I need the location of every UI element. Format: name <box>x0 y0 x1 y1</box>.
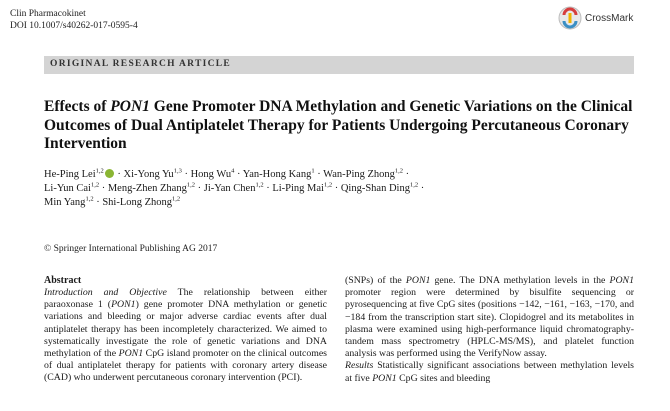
section-label: ORIGINAL RESEARCH ARTICLE <box>50 59 232 69</box>
author-name[interactable]: Meng-Zhen Zhang$^{1,2}$ <box>107 181 195 194</box>
author-separator: · <box>332 183 341 194</box>
author-affiliation: 1,2 <box>255 181 264 189</box>
author-separator: · <box>263 183 273 194</box>
author-name[interactable]: Qing-Shan Ding$^{1,2}$ <box>340 181 419 194</box>
abstract-intro-paragraph: Introduction and Objective The relationship between either paraoxonase 1 (PON1) gene promoter DNA methylation or genetic variations and bleeding or major adverse cardiac events after dual antiplatelet therapy has been incompletely characterized. We aimed to systematically investigate the role of genetic variations and DNA methylation of the PON1 CpG island promoter on the clinical outcomes of dual antiplatelet therapy for patients with coronary artery disease (CAD) who underwent percutaneous coronary intervention (PCI). <box>44 287 327 384</box>
author-separator: · <box>114 169 124 180</box>
copyright-notice: © Springer International Publishing AG 2017 <box>44 244 218 254</box>
abstract-methods-paragraph: (SNPs) of the PON1 gene. The DNA methylation levels in the PON1 promoter region were determined by bisulfite sequencing or pyrosequencing at five CpG sites (positions −142, −161, −163, −170, and −184 from the transcription start site). Clopidogrel and its metabolites in plasma were examined using high-performance liquid chromatography-tandem mass spectrometry (HPLC-MS/MS), and platelet function analysis was performed using the VerifyNow assay. <box>345 275 634 360</box>
author-name[interactable]: Hong Wu$^4$ <box>190 167 235 180</box>
journal-name: Clin Pharmacokinet <box>10 9 86 19</box>
abstract-results-paragraph: Results Statistically significant associations between methylation levels at five PON1 CpG sites and bleeding <box>345 360 634 384</box>
title-gene-name: PON1 <box>110 98 150 115</box>
crossmark-label: CrossMark <box>585 12 634 24</box>
abstract-left-column <box>44 275 327 385</box>
crossmark-icon <box>558 6 582 30</box>
author-affiliation: 1,2 <box>172 195 181 203</box>
author-name[interactable]: Li-Ping Mai$^{1,2}$ <box>272 181 333 194</box>
author-affiliation: 1,2 <box>186 181 195 189</box>
author-separator: · <box>181 169 191 180</box>
article-title: Effects of PON1 Gene Promoter DNA Methylation and Genetic Variations on the Clinical Outcomes of Dual Antiplatelet Therapy for Patients Undergoing Percutaneous Coronary Intervention <box>44 98 633 152</box>
author-name[interactable]: Yan-Hong Kang$^1$ <box>242 167 315 180</box>
author-affiliation: 1,2 <box>394 167 404 175</box>
author-name[interactable]: Xi-Yong Yu$^{1,3}$ <box>123 167 182 180</box>
author-separator: · <box>403 169 410 180</box>
article-doi[interactable]: DOI 10.1007/s40262-017-0595-4 <box>10 21 138 31</box>
author-affiliation: 1,2 <box>323 181 333 189</box>
author-list <box>44 168 634 210</box>
author-name[interactable]: Ji-Yan Chen$^{1,2}$ <box>203 181 264 194</box>
abstract-heading: Abstract <box>44 275 82 286</box>
author-separator: · <box>234 169 243 180</box>
results-label: Results <box>345 360 374 372</box>
author-separator: · <box>314 169 324 180</box>
crossmark-badge[interactable] <box>558 6 633 30</box>
intro-label: Introduction and Objective <box>44 287 167 298</box>
journal-header <box>10 8 138 32</box>
author-name[interactable]: He-Ping Lei$^{1,2}$ <box>44 169 115 180</box>
author-separator: · <box>418 183 425 194</box>
author-affiliation: 1 <box>311 167 315 175</box>
author-name[interactable]: Wan-Ping Zhong$^{1,2}$ <box>323 167 404 180</box>
author-affiliation: 4 <box>231 167 235 175</box>
abstract-right-column <box>345 275 634 385</box>
author-separator: · <box>194 183 204 194</box>
author-name[interactable]: Li-Yun Cai$^{1,2}$ <box>44 181 100 194</box>
author-affiliation: 1,2 <box>85 195 94 203</box>
section-label-bar <box>44 56 634 74</box>
author-separator: · <box>93 197 103 208</box>
author-separator: · <box>99 183 108 194</box>
author-affiliation: 1,2 <box>409 181 419 189</box>
author-affiliation: 1,2 <box>90 181 100 189</box>
author-affiliation: 1,3 <box>173 167 182 175</box>
author-affiliation: 1,2 <box>95 167 104 175</box>
author-name[interactable]: Min Yang$^{1,2}$ <box>44 195 94 208</box>
orcid-icon[interactable] <box>105 169 114 178</box>
author-name[interactable]: Shi-Long Zhong$^{1,2}$ <box>102 195 181 208</box>
